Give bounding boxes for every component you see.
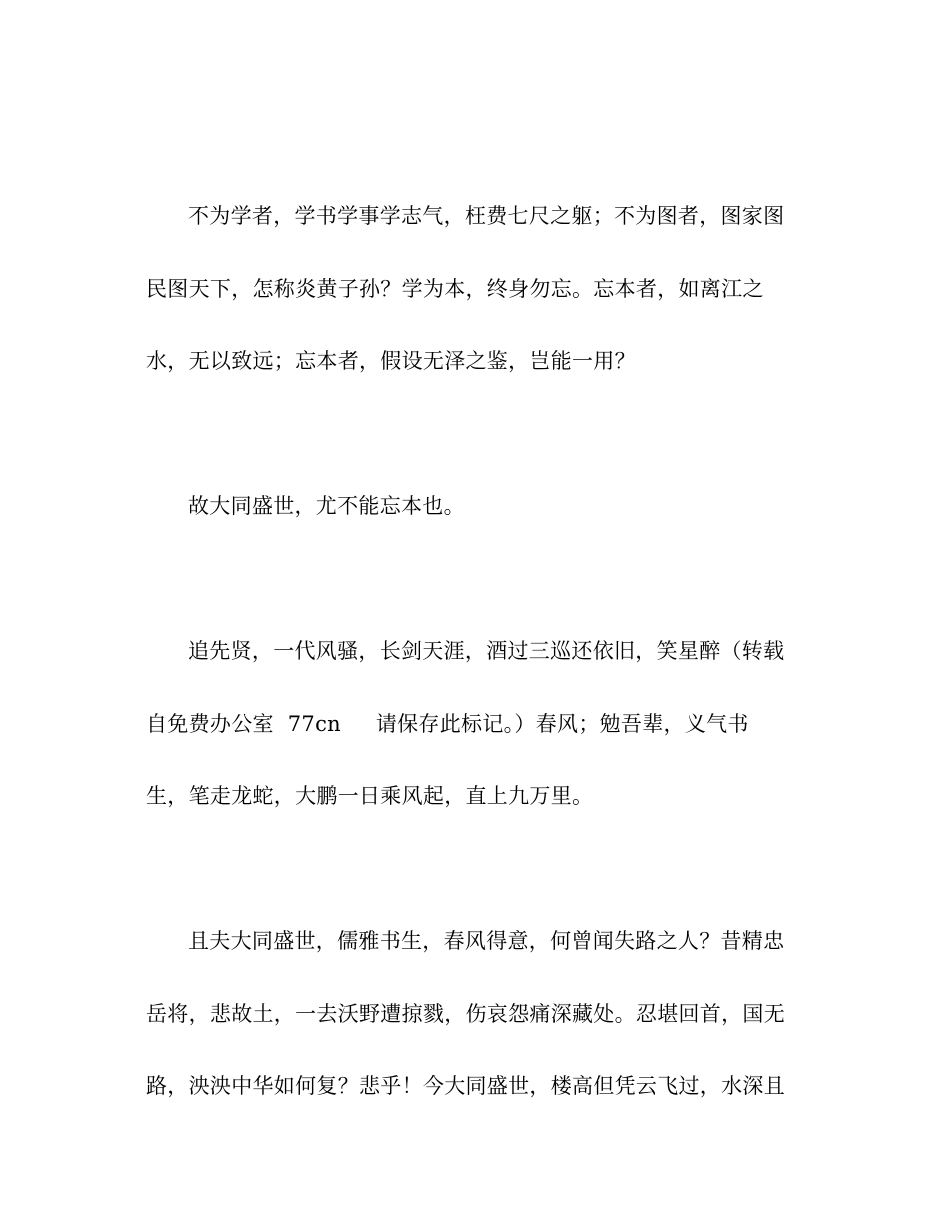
paragraph-line: 追先贤，一代风骚，长剑天涯，酒过三巡还依旧，笑星醉（转载 [188,639,785,663]
paragraph-line: 民图天下，怎称炎黄子孙？学为本，终身勿忘。忘本者，如离江之 [146,277,764,301]
paragraph-line: 路，泱泱中华如何复？悲乎！今大同盛世，楼高但凭云飞过，水深且 [146,1074,785,1098]
paragraph-line: 不为学者，学书学事学志气，枉费七尺之躯；不为图者，图家图 [188,204,785,228]
paragraph-line: 故大同盛世，尤不能忘本也。 [188,494,465,518]
paragraph-line: 且夫大同盛世，儒雅书生，春风得意，何曾闻失路之人？昔精忠 [188,929,785,953]
paragraph-line: 生，笔走龙蛇，大鹏一日乘风起，直上九万里。 [146,784,594,808]
paragraph-line: 自免费办公室 77cn 请保存此标记。）春风；勉吾辈，义气书 [146,712,749,736]
paragraph-line: 岳将，悲故土，一去沃野遭掠戮，伤哀怨痛深藏处。忍堪回首，国无 [146,1002,785,1026]
paragraph-line: 水，无以致远；忘本者，假设无泽之鉴，岂能一用？ [146,349,636,373]
